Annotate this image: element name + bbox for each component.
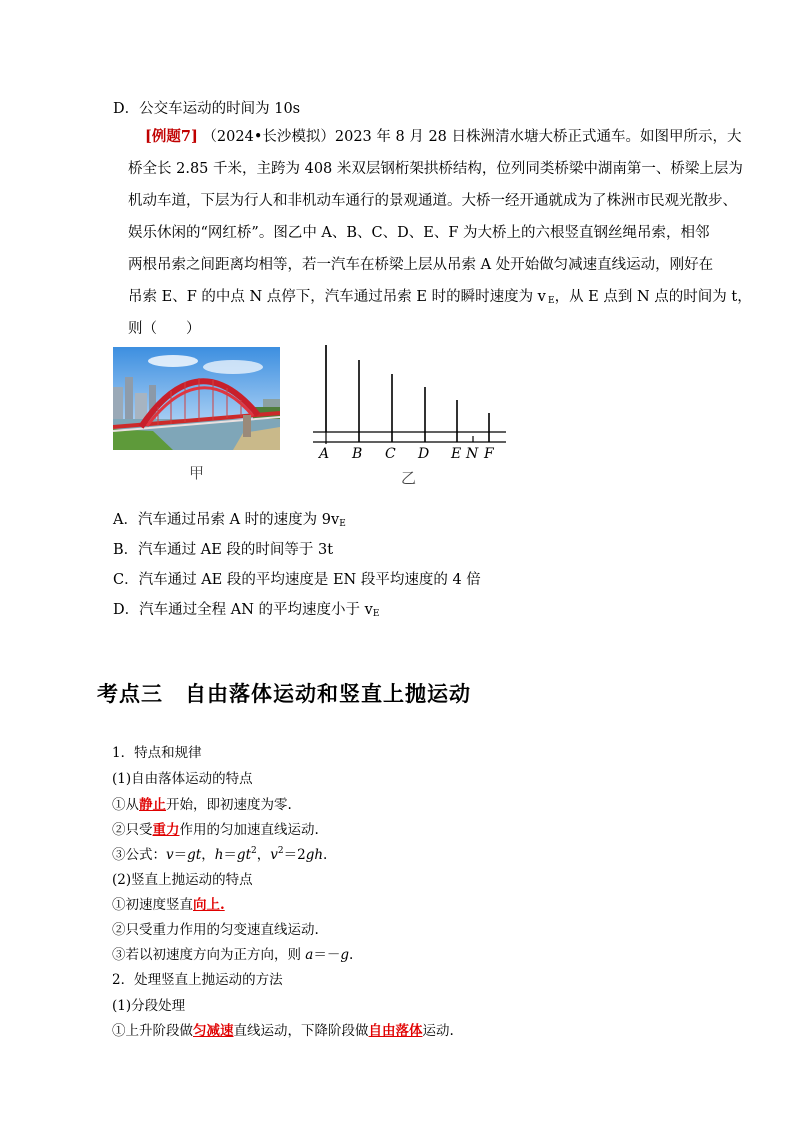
label-a: A <box>319 446 330 462</box>
label-f: F <box>484 446 494 462</box>
diagram-caption: 乙 <box>401 469 417 487</box>
example-line-6: 吊索 E、F 的中点 N 点停下，汽车通过吊索 E 时的瞬时速度为 v <box>128 289 546 305</box>
note-12: ①上升阶段做匀减速直线运动，下降阶段做自由落体运动. <box>112 1023 454 1039</box>
note-10: 2．处理竖直上抛运动的方法 <box>112 972 283 988</box>
keyword-uniform-deceleration: 匀减速 <box>193 1023 234 1039</box>
keyword-upward: 向上. <box>193 897 225 913</box>
note-5-formulas: ③公式：v＝gt，$h=gt^2$，$v^2=2gh$. <box>112 846 328 863</box>
label-e: E <box>451 446 462 462</box>
option-b: B．汽车通过 AE 段的时间等于 3t <box>113 542 334 558</box>
option-a: A．汽车通过吊索 A 时的速度为 $9v_E$ <box>113 512 346 529</box>
note-9: ③若以初速度方向为正方向，则 a＝－g. <box>112 947 354 963</box>
note-8: ②只受重力作用的匀变速直线运动. <box>112 922 319 938</box>
option-c: C．汽车通过 AE 段的平均速度是 EN 段平均速度的 4 倍 <box>113 572 481 588</box>
example-line-4: 娱乐休闲的“网红桥”。图乙中 A、B、C、D、E、F 为大桥上的六根竖直钢丝绳吊索，相邻 <box>128 225 710 241</box>
example-line-3: 机动车道，下层为行人和非机动车通行的景观通道。大桥一经开通就成为了株洲市民观光散步、 <box>128 193 737 209</box>
note-7: ①初速度竖直向上. <box>112 897 225 913</box>
note-6: (2)竖直上抛运动的特点 <box>112 872 253 888</box>
prev-option-d: D．公交车运动的时间为 10s <box>113 101 301 117</box>
example-line-1: [例题7] （2024•长沙模拟）2023 年 8 月 28 日株洲清水塘大桥正式通车。如图甲所示，大 <box>145 128 742 145</box>
section-title: 考点三 自由落体运动和竖直上抛运动 <box>97 682 471 706</box>
option-d: D．汽车通过全程 AN 的平均速度小于 $v_E$ <box>113 602 380 619</box>
note-1: 1．特点和规律 <box>112 745 202 761</box>
label-n: N <box>466 446 479 462</box>
keyword-gravity: 重力 <box>152 822 180 838</box>
note-2: (1)自由落体运动的特点 <box>112 771 253 787</box>
keyword-free-fall: 自由落体 <box>368 1023 423 1039</box>
note-3: ①从静止开始，即初速度为零. <box>112 797 292 813</box>
example-line-2: 桥全长 2.85 千米，主跨为 408 米双层钢桁架拱桥结构，位列同类桥梁中湖南第一、桥梁上层为 <box>128 161 743 177</box>
example-line-5: 两根吊索之间距离均相等，若一汽车在桥梁上层从吊索 A 处开始做匀减速直线运动，刚好在 <box>128 257 714 273</box>
bridge-photo <box>113 347 280 450</box>
example-label: [例题7] <box>145 128 198 145</box>
example-line-7: 则（ ） <box>128 321 201 337</box>
label-b: B <box>352 446 363 462</box>
note-4: ②只受重力作用的匀加速直线运动. <box>112 822 319 838</box>
example-line-6-tail: $_E$，从 E 点到 N 点的时间为 t， <box>548 289 752 306</box>
label-d: D <box>418 446 430 462</box>
label-c: C <box>385 446 396 462</box>
note-11: (1)分段处理 <box>112 998 186 1014</box>
keyword-static: 静止 <box>139 797 166 813</box>
photo-caption: 甲 <box>189 464 205 482</box>
